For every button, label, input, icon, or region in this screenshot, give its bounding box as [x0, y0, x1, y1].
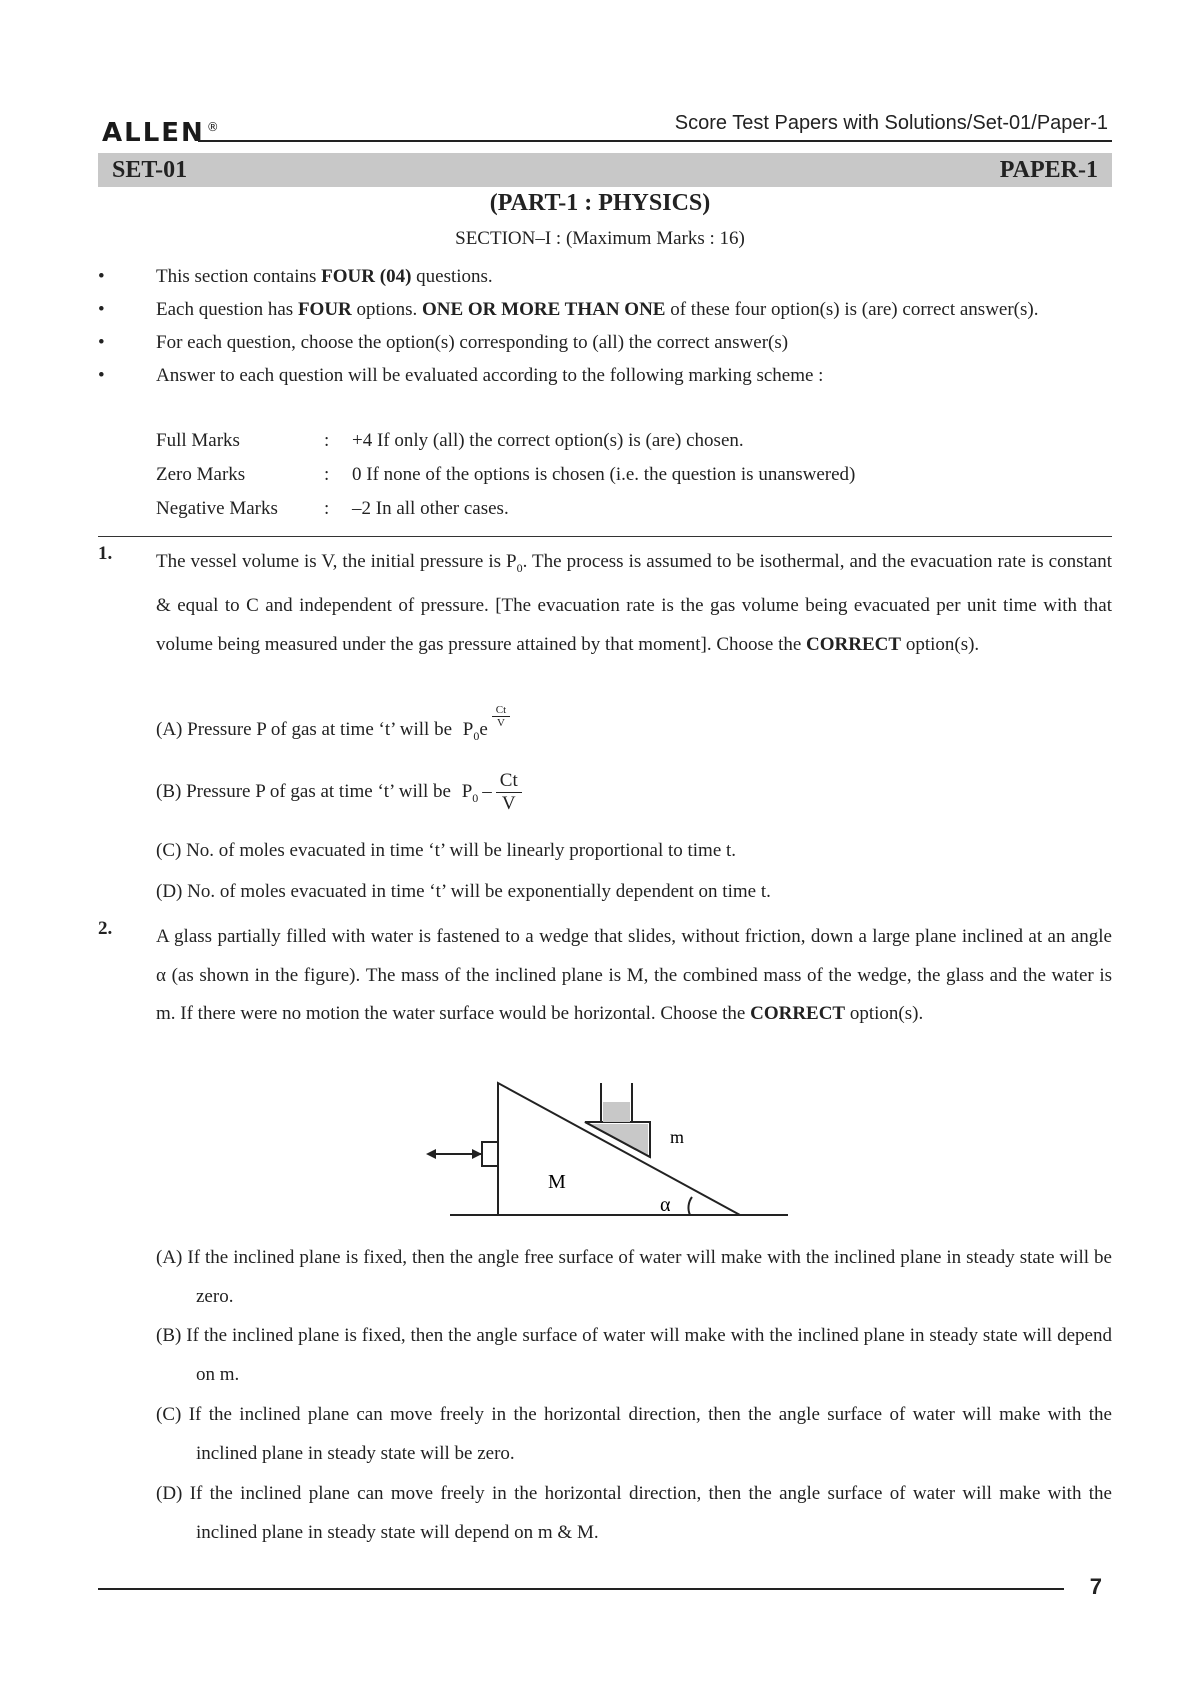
arrow-head-right — [472, 1149, 482, 1159]
q1-option-c: (C) No. of moles evacuated in time ‘t’ will be linearly proportional to time t. — [156, 840, 737, 861]
instruction-item: • For each question, choose the option(s) corresponding to (all) the correct answer(s) — [98, 326, 1112, 359]
allen-logo: ALLEN ® — [102, 118, 221, 148]
scheme-row: Full Marks : +4 If only (all) the correct option(s) is (are) chosen. — [156, 430, 744, 451]
question-1 — [98, 543, 1112, 664]
label-m: m — [670, 1127, 685, 1147]
header-title: Score Test Papers with Solutions/Set-01/Paper-1 — [674, 112, 1108, 134]
instruction-item: • Each question has FOUR options. ONE OR MORE THAN ONE of these four option(s) is (are) correct answer(s). — [98, 293, 1112, 326]
part-title: (PART-1 : PHYSICS) — [489, 190, 711, 216]
scheme-row: Zero Marks : 0 If none of the options is chosen (i.e. the question is unanswered) — [156, 464, 856, 485]
paper-label: PAPER-1 — [999, 156, 1098, 183]
q1-option-b: (B) Pressure P of gas at time ‘t’ will be $P_0$ – $\frac{Ct}{V}$ — [156, 770, 522, 815]
question-number: 1. — [98, 543, 113, 564]
label-alpha: α — [660, 1194, 671, 1216]
section-title: SECTION–I : (Maximum Marks : 16) — [455, 228, 745, 249]
footer-rule — [98, 1588, 1064, 1590]
instructions — [98, 260, 1112, 392]
q1-option-a: (A) Pressure P of gas at time ‘t’ will be $P_0e$ $\frac{Ct}{V}$ — [156, 718, 510, 744]
instruction-item: • This section contains FOUR (04) questions. — [98, 260, 1112, 293]
q2-option-c: (C) If the inclined plane can move freely in the horizontal direction, then the angle surface of water will make with the inclined plane in steady state will be zero. — [156, 1404, 1112, 1464]
inclined-plane-diagram — [420, 1075, 800, 1225]
q2-option-b: (B) If the inclined plane is fixed, then the angle surface of water will make with the inclined plane in steady state will depend on m. — [156, 1325, 1112, 1385]
page-number: 7 — [1089, 1574, 1102, 1599]
glass-water — [603, 1102, 630, 1122]
inclined-plane-figure — [420, 1075, 800, 1230]
q2-option-d: (D) If the inclined plane can move freely in the horizontal direction, then the angle surface of water will make with the inclined plane in steady state will depend on m & M. — [156, 1483, 1112, 1543]
set-label: SET-01 — [112, 156, 188, 183]
section-divider — [98, 536, 1112, 537]
question-text: The vessel volume is V, the initial pressure is $P_0$. The process is assumed to be isothermal, and the evacuation rate is constant & equal to C and independent of pressure. [The evacuation rate is the gas volume being evacuated per unit time with that volume being measured under the gas pressure attained by that moment]. Choose the CORRECT option(s). — [156, 551, 1112, 655]
side-block — [482, 1142, 498, 1166]
scheme-row: Negative Marks : –2 In all other cases. — [156, 498, 509, 519]
q1-option-d: (D) No. of moles evacuated in time ‘t’ will be exponentially dependent on time t. — [156, 881, 771, 902]
question-text: A glass partially filled with water is fastened to a wedge that slides, without friction, down a large plane inclined at an angle α (as shown in the figure). The mass of the inclined plane is M, the combined mass of the wedge, the glass and the water is m. If there were no motion the water surface would be horizontal. Choose the CORRECT option(s). — [156, 926, 1112, 1024]
q2-option-a: (A) If the inclined plane is fixed, then the angle free surface of water will make with the inclined plane in steady state will be zero. — [156, 1247, 1112, 1307]
arrow-head-left — [426, 1149, 436, 1159]
header-rule — [198, 140, 1112, 142]
marking-scheme — [156, 424, 855, 526]
question-2 — [98, 918, 1112, 1034]
instruction-item: • Answer to each question will be evaluated according to the following marking scheme : — [98, 359, 1112, 392]
question-number: 2. — [98, 918, 113, 939]
label-M: M — [548, 1171, 566, 1193]
angle-arc — [688, 1197, 692, 1215]
set-paper-bar — [98, 153, 1112, 187]
